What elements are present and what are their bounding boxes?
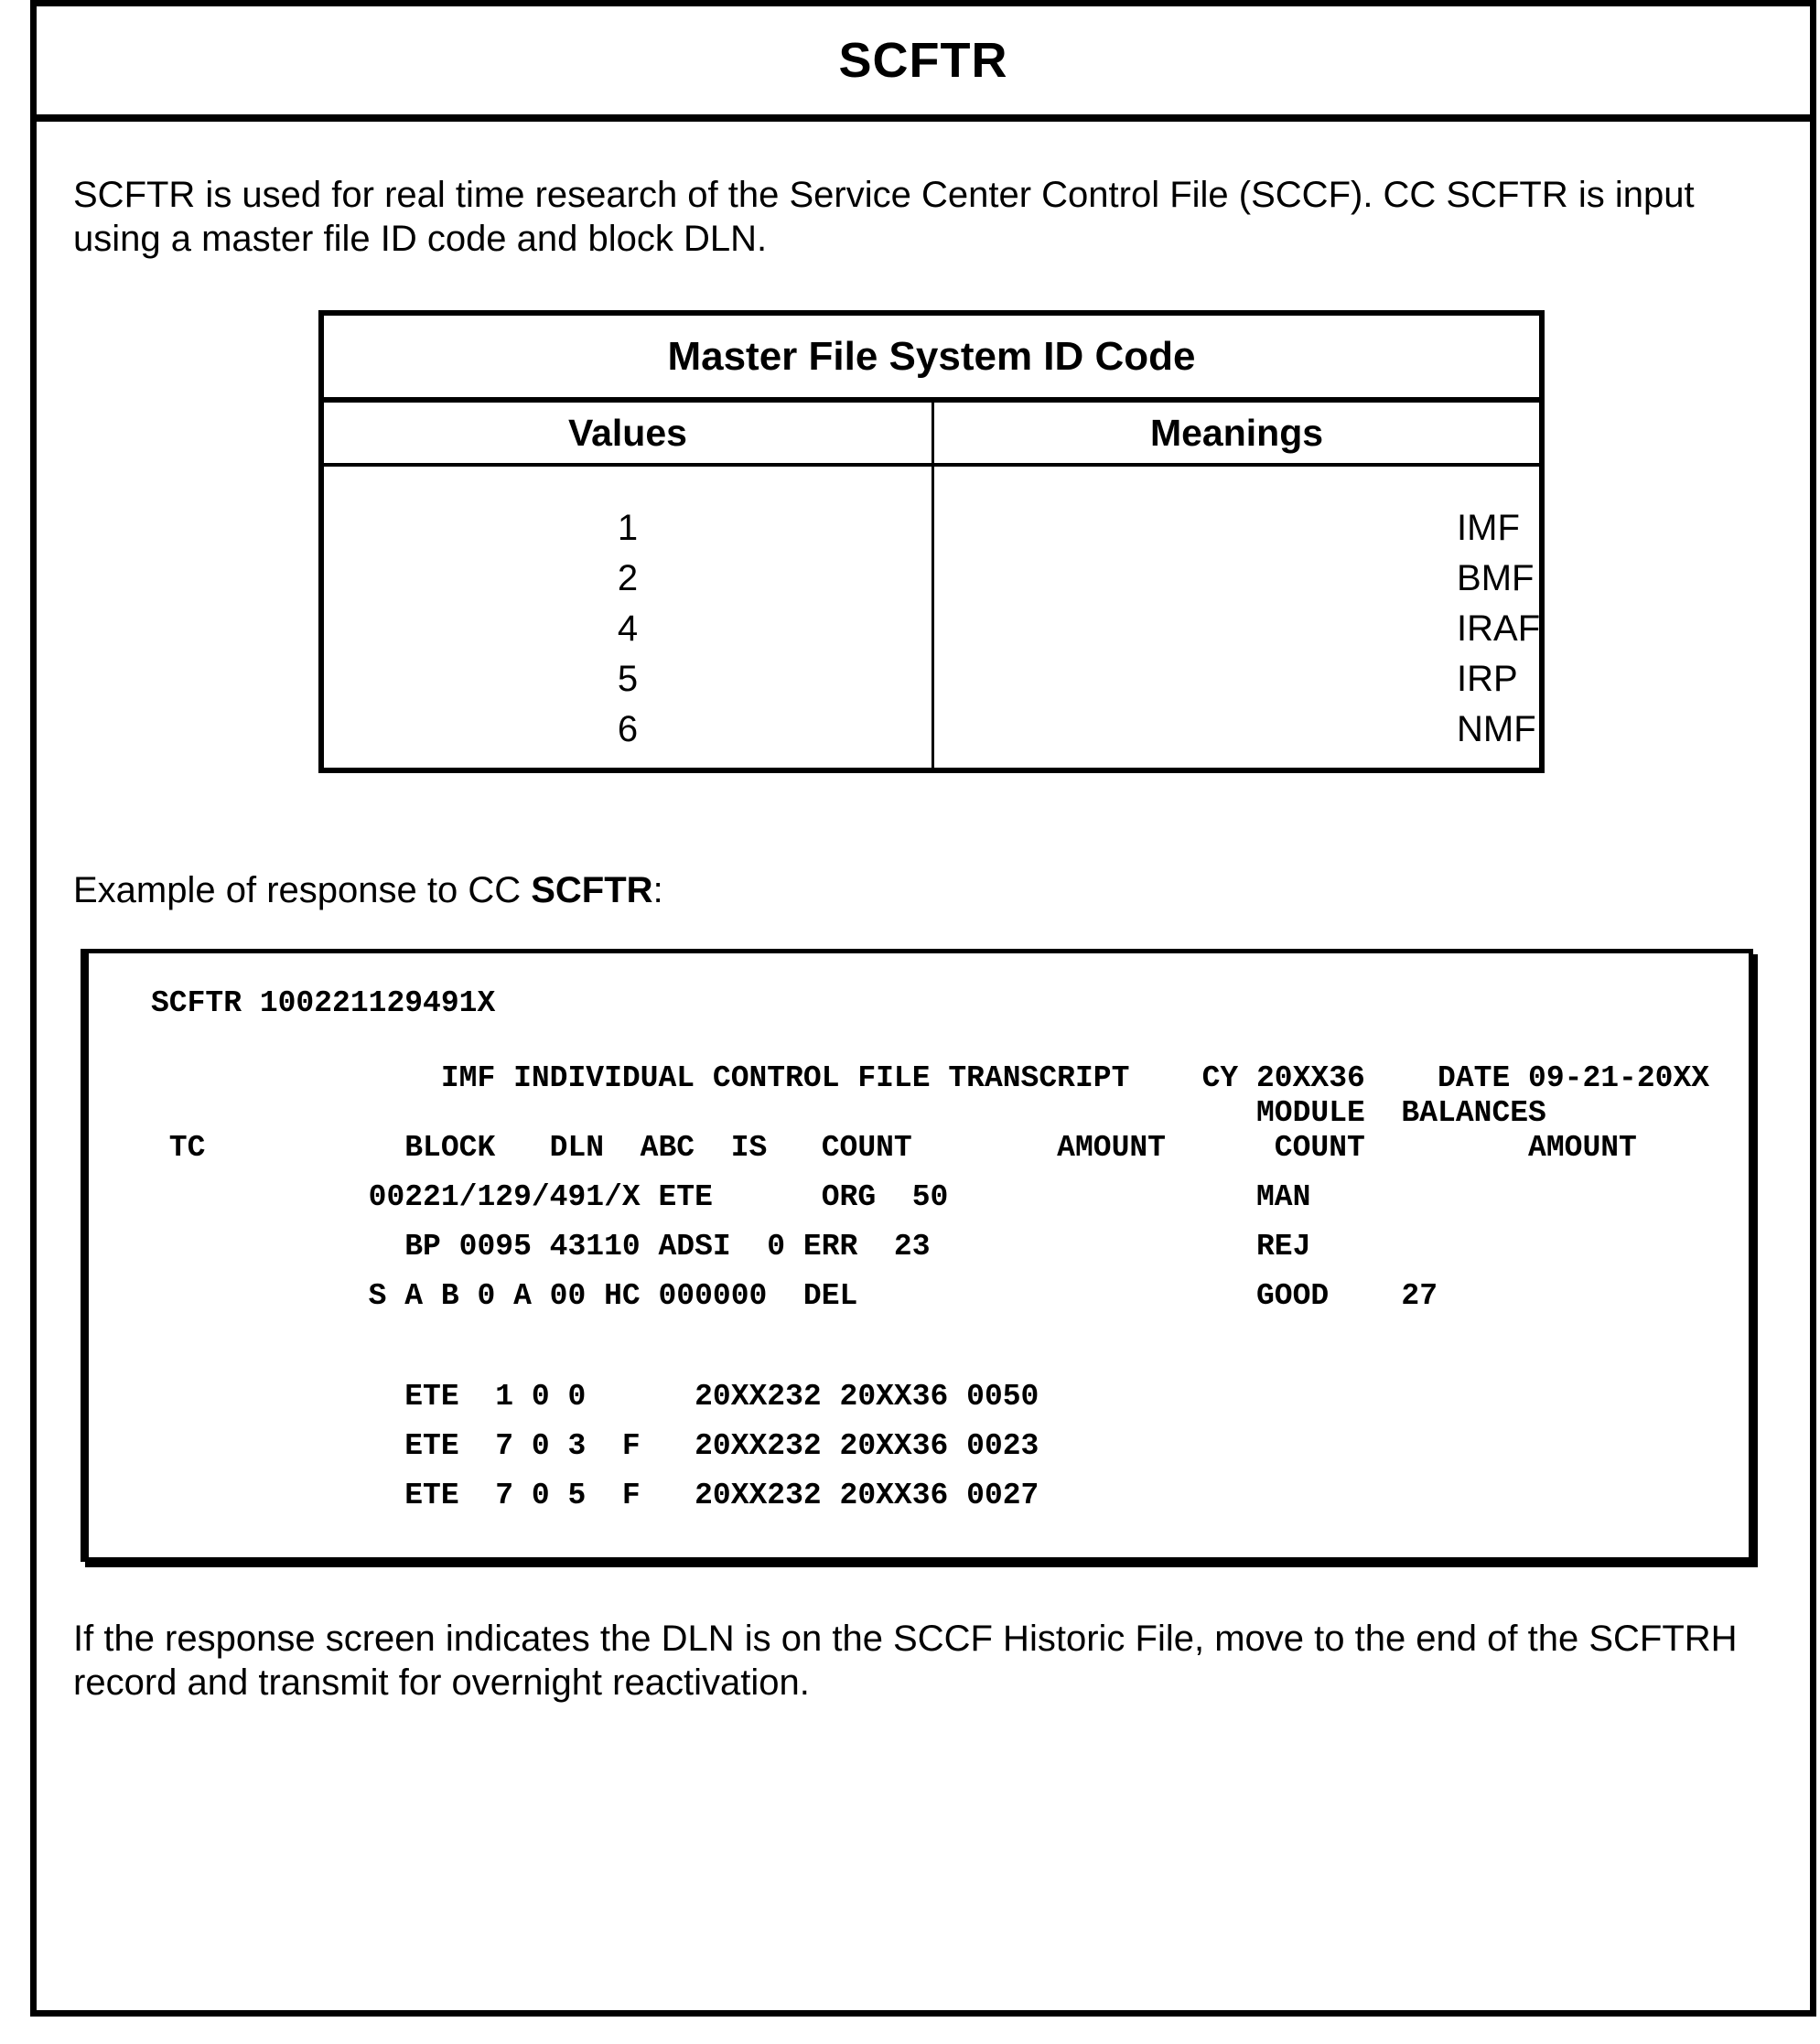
terminal-line-header: IMF INDIVIDUAL CONTROL FILE TRANSCRIPT CY 20XX36 DATE 09-21-20XX — [151, 1061, 1710, 1095]
footer-paragraph: If the response screen indicates the DLN is on the SCCF Historic File, move to the end of the SCFTRH record and transmit for overnight reactivation. — [73, 1619, 1738, 1703]
column-header-meanings: Meanings — [932, 403, 1539, 463]
document-page — [30, 0, 1816, 2017]
table-header-row — [324, 403, 1539, 467]
meaning-item: NMF — [1457, 709, 1536, 749]
value-item: 5 — [617, 659, 639, 699]
example-caption — [73, 868, 1773, 912]
example-caption-suffix: : — [652, 870, 663, 910]
meaning-item: IMF — [1457, 508, 1520, 548]
values-list — [324, 467, 932, 768]
page-title: SCFTR — [838, 33, 1008, 88]
title-bar — [37, 6, 1810, 122]
command-name: SCFTR — [531, 870, 653, 910]
table-body-row — [324, 467, 1539, 768]
terminal-response-box — [81, 949, 1753, 1562]
column-header-values: Values — [568, 411, 687, 454]
value-item: 6 — [617, 709, 639, 749]
terminal-line-data: BP 0095 43110 ADSI 0 ERR 23 REJ — [151, 1230, 1311, 1264]
terminal-line-ete: ETE 7 0 3 F 20XX232 20XX36 0023 — [151, 1429, 1039, 1463]
value-item: 1 — [617, 508, 639, 548]
terminal-line-ete: ETE 7 0 5 F 20XX232 20XX36 0027 — [151, 1479, 1039, 1512]
meaning-item: BMF — [1457, 558, 1535, 598]
meaning-item: IRP — [1457, 659, 1518, 699]
intro-paragraph: SCFTR is used for real time research of the Service Center Control File (SCCF). CC SCFTR is input using a master file ID code and block DLN. — [73, 175, 1695, 259]
terminal-line-data: 00221/129/491/X ETE ORG 50 MAN — [151, 1180, 1311, 1214]
page-content — [37, 173, 1810, 1705]
terminal-screen — [89, 953, 1749, 1532]
meanings-list — [932, 467, 1539, 768]
terminal-line-ete: ETE 1 0 0 20XX232 20XX36 0050 — [151, 1380, 1039, 1414]
value-item: 2 — [617, 558, 639, 598]
terminal-line-command: SCFTR 100221129491X — [151, 986, 496, 1020]
table-title: Master File System ID Code — [324, 316, 1539, 403]
terminal-line-data: S A B 0 A 00 HC 000000 DEL GOOD 27 — [151, 1279, 1438, 1313]
value-item: 4 — [617, 608, 639, 649]
master-file-id-table — [318, 310, 1545, 773]
meaning-item: IRAF — [1457, 608, 1541, 649]
terminal-line-columns: TC BLOCK DLN ABC IS COUNT AMOUNT COUNT AMOUNT — [151, 1131, 1637, 1165]
terminal-line-module: MODULE BALANCES — [151, 1096, 1546, 1130]
example-caption-prefix: Example of response to CC — [73, 870, 532, 910]
